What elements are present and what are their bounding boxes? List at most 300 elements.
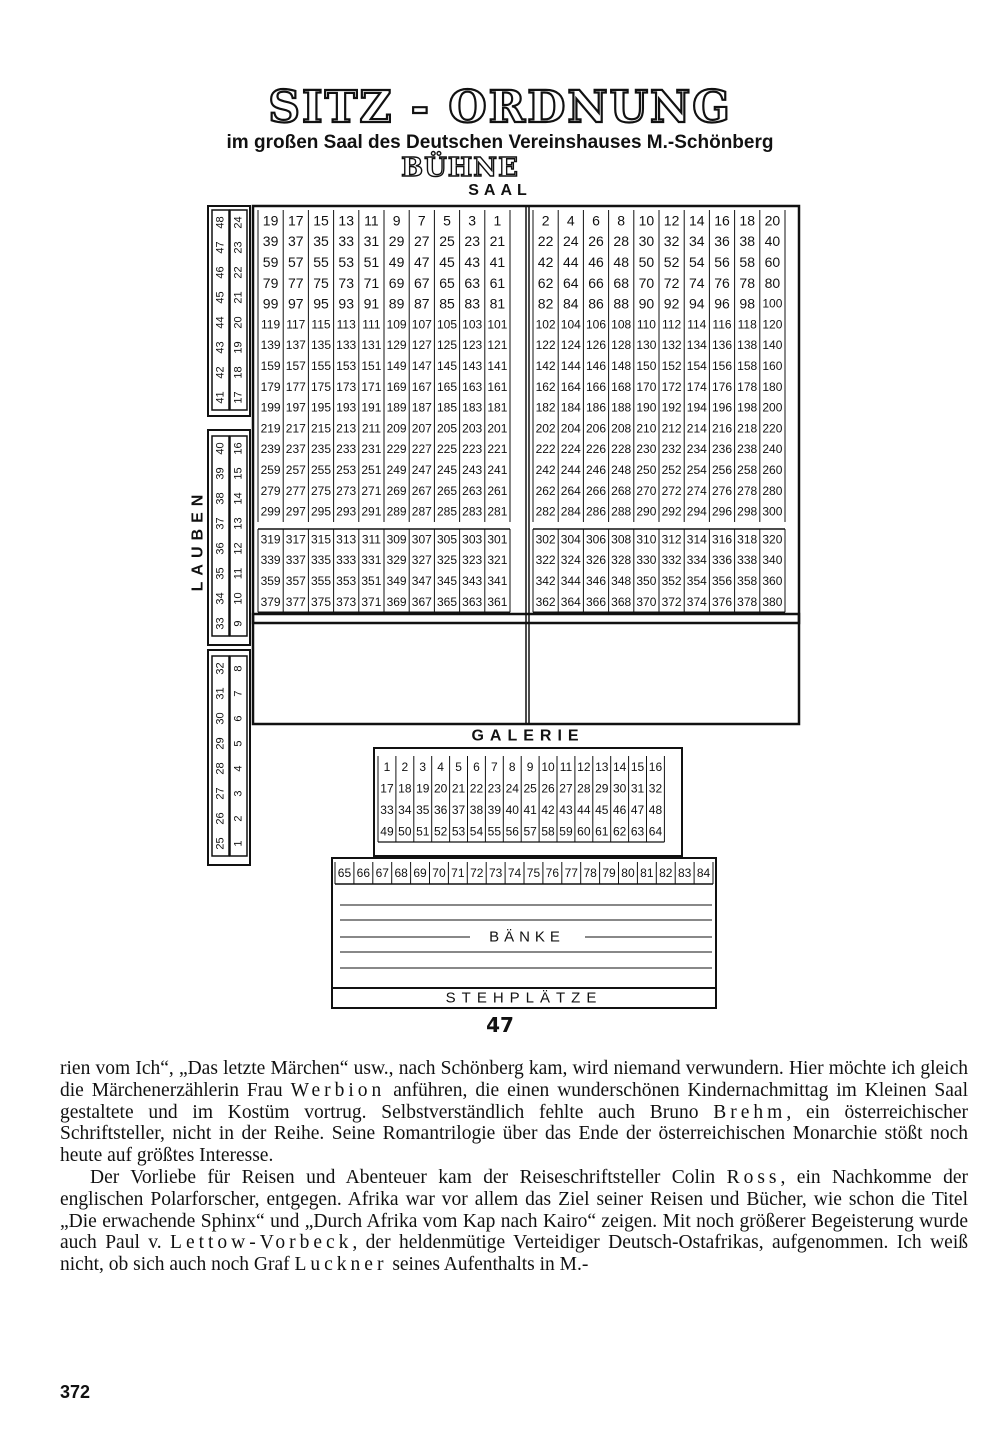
seat-number: 126 bbox=[585, 338, 607, 353]
seat-number: 196 bbox=[711, 400, 733, 415]
seat-number: 220 bbox=[762, 421, 783, 436]
seat-number: 84 bbox=[563, 295, 579, 312]
seat-number: 172 bbox=[661, 379, 682, 394]
seat-number: 124 bbox=[560, 338, 581, 353]
seat-number: 325 bbox=[436, 553, 458, 568]
seat-number: 33 bbox=[338, 233, 354, 250]
galerie-seat: 70 bbox=[432, 866, 446, 880]
seat-number: 294 bbox=[686, 504, 707, 519]
seat-number: 166 bbox=[585, 379, 607, 394]
seat-number: 12 bbox=[663, 212, 680, 229]
seat-number: 20 bbox=[764, 212, 781, 229]
galerie-seat: 60 bbox=[577, 824, 591, 839]
seat-number: 338 bbox=[737, 553, 758, 568]
seat-number: 376 bbox=[711, 594, 733, 609]
seat-number: 110 bbox=[636, 317, 656, 332]
galerie-seat: 12 bbox=[577, 759, 591, 774]
seat-number: 93 bbox=[338, 295, 354, 312]
galerie-seat: 41 bbox=[523, 802, 537, 817]
seat-number: 122 bbox=[535, 338, 556, 353]
seat-number: 316 bbox=[711, 532, 733, 547]
seat-number: 49 bbox=[388, 254, 405, 270]
seat-number: 45 bbox=[439, 254, 455, 270]
seat-number: 135 bbox=[310, 338, 332, 353]
seat-number: 202 bbox=[535, 421, 556, 436]
seat-number: 160 bbox=[762, 359, 783, 373]
seat-number: 17 bbox=[288, 212, 304, 229]
seat-number: 31 bbox=[363, 233, 380, 250]
galerie-seat: 34 bbox=[398, 802, 412, 817]
seat-number: 26 bbox=[588, 233, 604, 250]
seat-number: 236 bbox=[711, 442, 733, 457]
galerie-seat: 47 bbox=[630, 802, 645, 817]
galerie-seat: 67 bbox=[375, 866, 389, 880]
lauben-number: 43 bbox=[214, 341, 227, 354]
seat-number: 27 bbox=[414, 233, 430, 250]
galerie-seat: 65 bbox=[337, 866, 352, 880]
seat-number: 200 bbox=[762, 400, 783, 415]
seat-number: 63 bbox=[464, 274, 480, 291]
galerie-seat: 44 bbox=[577, 802, 591, 817]
lauben-number: 12 bbox=[232, 542, 245, 555]
seat-number: 330 bbox=[636, 553, 657, 568]
lauben-number: 3 bbox=[232, 790, 245, 797]
seat-number: 213 bbox=[336, 421, 357, 436]
text-run: seines Aufenthalts in M.- bbox=[387, 1254, 589, 1276]
seat-number: 167 bbox=[411, 379, 432, 394]
seat-number: 278 bbox=[737, 483, 758, 498]
lauben-label: LAUBEN bbox=[189, 488, 207, 592]
seat-number: 141 bbox=[487, 359, 508, 373]
galerie-seat: 13 bbox=[595, 759, 609, 774]
seat-number: 32 bbox=[663, 233, 680, 250]
seat-number: 257 bbox=[285, 463, 306, 477]
seat-number: 104 bbox=[560, 317, 581, 332]
seat-number: 29 bbox=[388, 233, 405, 250]
seat-number: 229 bbox=[386, 442, 407, 457]
seat-number: 309 bbox=[386, 532, 407, 547]
seat-number: 188 bbox=[611, 400, 632, 415]
seat-number: 311 bbox=[361, 532, 381, 547]
seat-number: 322 bbox=[535, 553, 556, 568]
seat-number: 111 bbox=[362, 317, 381, 332]
seat-number: 62 bbox=[537, 274, 554, 291]
seat-number: 335 bbox=[310, 553, 332, 568]
seat-number: 372 bbox=[661, 594, 682, 609]
seat-number: 155 bbox=[310, 359, 332, 373]
seat-number: 250 bbox=[636, 463, 657, 477]
seat-number: 333 bbox=[336, 553, 357, 568]
seat-number: 112 bbox=[662, 317, 682, 332]
galerie-seat: 17 bbox=[380, 781, 394, 796]
seat-number: 164 bbox=[560, 379, 581, 394]
seat-number: 336 bbox=[711, 553, 733, 568]
seat-number: 15 bbox=[313, 212, 329, 229]
seat-number: 306 bbox=[585, 532, 607, 547]
seat-number: 318 bbox=[737, 532, 758, 547]
seat-number: 243 bbox=[462, 463, 483, 477]
lauben-number: 40 bbox=[214, 442, 227, 455]
galerie-seat: 82 bbox=[659, 866, 673, 880]
seat-number: 379 bbox=[260, 594, 281, 609]
galerie-seat: 76 bbox=[545, 866, 560, 880]
seat-number: 313 bbox=[336, 532, 357, 547]
seat-number: 116 bbox=[712, 317, 732, 332]
seat-number: 206 bbox=[585, 421, 607, 436]
seat-number: 44 bbox=[563, 254, 579, 270]
galerie-seat: 15 bbox=[630, 759, 645, 774]
seat-number: 354 bbox=[686, 574, 707, 588]
seat-number: 370 bbox=[636, 594, 657, 609]
lauben-number: 26 bbox=[214, 812, 227, 825]
seat-number: 203 bbox=[462, 421, 483, 436]
lauben-box bbox=[230, 656, 247, 856]
seat-number: 171 bbox=[361, 379, 382, 394]
seat-number: 142 bbox=[535, 359, 556, 373]
seat-number: 217 bbox=[285, 421, 306, 436]
seat-number: 90 bbox=[638, 295, 655, 312]
seat-number: 362 bbox=[535, 594, 556, 609]
seat-number: 235 bbox=[310, 442, 332, 457]
seat-number: 231 bbox=[361, 442, 382, 457]
seat-number: 371 bbox=[361, 594, 382, 609]
seat-number: 109 bbox=[386, 317, 407, 332]
seat-number: 65 bbox=[439, 274, 455, 291]
galerie-seat: 62 bbox=[612, 824, 627, 839]
seat-number: 43 bbox=[464, 254, 480, 270]
seat-number: 357 bbox=[285, 574, 306, 588]
text-run: anführen, die einen wunderschönen Kindernachmittag im Kleinen Saal gestaltete und im Kostüm vortrug. Selbstverständlich fehlte auch Bruno bbox=[60, 1079, 968, 1123]
seat-number: 177 bbox=[285, 379, 306, 394]
seat-number: 121 bbox=[487, 338, 508, 353]
stage-label: BÜHNE bbox=[401, 153, 519, 183]
seat-number: 260 bbox=[762, 463, 783, 477]
seat-number: 139 bbox=[260, 338, 281, 353]
seat-number: 128 bbox=[611, 338, 632, 353]
lauben-number: 24 bbox=[232, 216, 245, 229]
seat-number: 302 bbox=[535, 532, 556, 547]
galerie-seat: 9 bbox=[526, 759, 534, 774]
seat-number: 9 bbox=[392, 212, 401, 229]
lauben-number: 25 bbox=[214, 837, 227, 850]
seat-number: 219 bbox=[260, 421, 281, 436]
seat-number: 98 bbox=[739, 295, 755, 312]
seat-number: 319 bbox=[260, 532, 281, 547]
seat-number: 369 bbox=[386, 594, 407, 609]
seat-number: 290 bbox=[636, 504, 657, 519]
galerie-seat: 5 bbox=[455, 759, 462, 774]
seat-number: 88 bbox=[613, 295, 629, 312]
seat-number: 83 bbox=[464, 295, 480, 312]
galerie-seat: 6 bbox=[473, 759, 480, 774]
lauben-number: 33 bbox=[214, 617, 227, 630]
galerie-seat: 8 bbox=[508, 759, 516, 774]
seat-number: 96 bbox=[714, 295, 730, 312]
seat-number: 61 bbox=[489, 274, 506, 291]
galerie-seat: 59 bbox=[559, 824, 573, 839]
seat-number: 178 bbox=[737, 379, 758, 394]
seat-number: 304 bbox=[560, 532, 581, 547]
lauben-number: 46 bbox=[214, 266, 227, 279]
seat-number: 129 bbox=[386, 338, 407, 353]
seat-number: 118 bbox=[737, 317, 757, 332]
seat-number: 92 bbox=[663, 295, 680, 312]
seat-number: 53 bbox=[338, 254, 354, 270]
galerie-seat: 56 bbox=[505, 824, 519, 839]
seat-number: 185 bbox=[436, 400, 458, 415]
galerie-seat: 21 bbox=[451, 781, 466, 796]
body-text bbox=[60, 1058, 968, 1276]
seat-number: 58 bbox=[739, 254, 755, 270]
seat-number: 107 bbox=[411, 317, 432, 332]
seat-number: 265 bbox=[436, 483, 458, 498]
seat-number: 266 bbox=[585, 483, 607, 498]
seat-number: 85 bbox=[439, 295, 455, 312]
seat-number: 345 bbox=[436, 574, 458, 588]
seat-number: 214 bbox=[686, 421, 707, 436]
seat-number: 331 bbox=[361, 553, 382, 568]
seat-number: 97 bbox=[288, 295, 304, 312]
seat-number: 285 bbox=[436, 504, 458, 519]
galerie-seat: 66 bbox=[356, 866, 371, 880]
seat-number: 76 bbox=[714, 274, 730, 291]
seat-number: 66 bbox=[588, 274, 604, 291]
seat-number: 252 bbox=[661, 463, 682, 477]
seat-number: 380 bbox=[762, 594, 783, 609]
seat-number: 286 bbox=[585, 504, 607, 519]
lauben-number: 42 bbox=[214, 366, 227, 379]
galerie-seat: 10 bbox=[541, 759, 555, 774]
seat-number: 292 bbox=[661, 504, 682, 519]
galerie-seat: 79 bbox=[602, 866, 616, 880]
seat-number: 130 bbox=[636, 338, 657, 353]
seat-number: 249 bbox=[386, 463, 407, 477]
seat-number: 42 bbox=[537, 254, 554, 270]
seat-number: 168 bbox=[611, 379, 632, 394]
lauben-number: 18 bbox=[232, 366, 245, 379]
seat-number: 187 bbox=[411, 400, 432, 415]
lauben-number: 47 bbox=[214, 241, 227, 254]
seat-number: 221 bbox=[487, 442, 508, 457]
seat-number: 234 bbox=[686, 442, 707, 457]
seat-number: 161 bbox=[487, 379, 508, 394]
seat-number: 50 bbox=[638, 254, 655, 270]
lauben-number: 9 bbox=[232, 620, 245, 627]
seat-number: 208 bbox=[611, 421, 632, 436]
lauben-number: 8 bbox=[232, 665, 245, 672]
seat-number: 86 bbox=[588, 295, 604, 312]
seat-number: 359 bbox=[260, 574, 281, 588]
seat-number: 81 bbox=[489, 295, 506, 312]
stehplatze-label: STEHPLÄTZE bbox=[445, 989, 603, 1007]
spaced-name: Lettow-Vorbeck bbox=[170, 1232, 353, 1254]
seat-number: 147 bbox=[411, 359, 432, 373]
seat-number: 179 bbox=[260, 379, 281, 394]
seat-number: 140 bbox=[762, 338, 783, 353]
seat-number: 326 bbox=[585, 553, 607, 568]
seat-number: 60 bbox=[764, 254, 781, 270]
seat-number: 163 bbox=[462, 379, 483, 394]
galerie-seat: 14 bbox=[612, 759, 627, 774]
galerie-seat: 71 bbox=[451, 866, 465, 880]
lauben-number: 20 bbox=[232, 316, 245, 329]
seat-number: 356 bbox=[711, 574, 733, 588]
seat-number: 340 bbox=[762, 553, 783, 568]
galerie-seat: 16 bbox=[648, 759, 663, 774]
seat-number: 360 bbox=[762, 574, 783, 588]
seat-number: 320 bbox=[762, 532, 783, 547]
seat-number: 67 bbox=[414, 274, 430, 291]
seat-number: 71 bbox=[363, 274, 380, 291]
seat-number: 224 bbox=[560, 442, 581, 457]
seat-number: 212 bbox=[661, 421, 682, 436]
seat-number: 368 bbox=[611, 594, 632, 609]
seat-number: 19 bbox=[262, 212, 279, 229]
seat-number: 271 bbox=[361, 483, 382, 498]
seat-number: 5 bbox=[443, 212, 451, 229]
seat-number: 312 bbox=[661, 532, 682, 547]
lauben-number: 41 bbox=[214, 391, 227, 404]
seat-number: 162 bbox=[535, 379, 556, 394]
seat-number: 238 bbox=[737, 442, 758, 457]
seat-number: 150 bbox=[636, 359, 657, 373]
seat-number: 293 bbox=[336, 504, 357, 519]
seat-number: 34 bbox=[689, 233, 705, 250]
seat-number: 259 bbox=[260, 463, 281, 477]
seat-number: 197 bbox=[285, 400, 306, 415]
seat-number: 352 bbox=[661, 574, 682, 588]
text-run: Der Vorliebe für Reisen und Abenteuer kam der Reiseschriftsteller Colin bbox=[90, 1166, 727, 1188]
lauben-number: 32 bbox=[214, 662, 227, 675]
seat-number: 323 bbox=[462, 553, 483, 568]
galerie-seat: 2 bbox=[401, 759, 409, 774]
seat-number: 148 bbox=[611, 359, 632, 373]
lauben-box bbox=[212, 210, 229, 410]
seat-number: 170 bbox=[636, 379, 657, 394]
seat-number: 158 bbox=[737, 359, 758, 373]
seat-number: 138 bbox=[737, 338, 758, 353]
seat-number: 154 bbox=[686, 359, 707, 373]
spaced-name: Luckner bbox=[294, 1254, 388, 1276]
seat-number: 305 bbox=[436, 532, 458, 547]
seat-number: 230 bbox=[636, 442, 657, 457]
seat-number: 353 bbox=[336, 574, 357, 588]
seat-number: 40 bbox=[764, 233, 781, 250]
lauben-number: 13 bbox=[232, 517, 245, 530]
seat-number: 191 bbox=[361, 400, 382, 415]
seat-number: 28 bbox=[613, 233, 629, 250]
seat-number: 115 bbox=[311, 317, 331, 332]
seat-number: 374 bbox=[686, 594, 707, 609]
seat-number: 349 bbox=[386, 574, 407, 588]
seat-number: 301 bbox=[487, 532, 508, 547]
seat-number: 284 bbox=[560, 504, 581, 519]
galerie-seat: 19 bbox=[416, 781, 430, 796]
seat-number: 268 bbox=[611, 483, 632, 498]
seat-number: 73 bbox=[338, 274, 354, 291]
lauben-number: 44 bbox=[214, 316, 227, 329]
lauben-number: 14 bbox=[232, 492, 245, 505]
lauben-number: 22 bbox=[232, 266, 245, 279]
galerie-seat: 24 bbox=[505, 781, 519, 796]
lauben-number: 7 bbox=[232, 690, 245, 697]
seat-number: 41 bbox=[489, 254, 506, 270]
seat-number: 101 bbox=[487, 317, 508, 332]
seat-number: 240 bbox=[762, 442, 783, 457]
seat-number: 289 bbox=[386, 504, 407, 519]
seat-number: 342 bbox=[535, 574, 556, 588]
seat-number: 269 bbox=[386, 483, 407, 498]
seat-number: 226 bbox=[585, 442, 607, 457]
seat-number: 56 bbox=[714, 254, 730, 270]
lauben-number: 6 bbox=[232, 715, 245, 722]
seat-number: 108 bbox=[611, 317, 632, 332]
seat-number: 241 bbox=[487, 463, 508, 477]
lauben-number: 1 bbox=[232, 840, 245, 847]
seat-number: 324 bbox=[560, 553, 581, 568]
galerie-seat: 78 bbox=[583, 866, 597, 880]
seat-number: 346 bbox=[585, 574, 607, 588]
seat-number: 348 bbox=[611, 574, 632, 588]
seat-number: 190 bbox=[636, 400, 657, 415]
galerie-seat: 29 bbox=[595, 781, 609, 796]
seat-number: 201 bbox=[487, 421, 508, 436]
seat-number: 329 bbox=[386, 553, 407, 568]
seat-number: 2 bbox=[541, 212, 550, 229]
galerie-seat: 28 bbox=[577, 781, 591, 796]
seat-number: 47 bbox=[414, 254, 430, 270]
galerie-seat: 38 bbox=[469, 802, 484, 817]
lauben-number: 36 bbox=[214, 542, 227, 555]
seat-number: 156 bbox=[711, 359, 733, 373]
seat-number: 173 bbox=[336, 379, 357, 394]
galerie-seat: 11 bbox=[559, 759, 573, 774]
lauben-number: 5 bbox=[232, 740, 245, 747]
seat-number: 21 bbox=[489, 233, 506, 250]
galerie-seat: 83 bbox=[677, 866, 692, 880]
text-run: , der heldenmütige Verteidiger Deutsch-Ostafrikas, aufgenommen. Ich weiß nicht, ob sich auch noch Graf bbox=[60, 1232, 968, 1276]
seat-number: 55 bbox=[313, 254, 329, 270]
seat-number: 256 bbox=[711, 463, 733, 477]
seat-number: 106 bbox=[585, 317, 607, 332]
seat-number: 36 bbox=[714, 233, 730, 250]
seat-number: 145 bbox=[436, 359, 458, 373]
seat-number: 225 bbox=[436, 442, 458, 457]
seat-number: 275 bbox=[310, 483, 332, 498]
seat-number: 193 bbox=[336, 400, 357, 415]
saal-label: SAAL bbox=[468, 182, 532, 199]
seat-number: 113 bbox=[336, 317, 356, 332]
seat-number: 59 bbox=[262, 254, 279, 270]
seat-number: 232 bbox=[661, 442, 682, 457]
galerie-seat: 57 bbox=[523, 824, 537, 839]
seat-number: 223 bbox=[462, 442, 483, 457]
seat-number: 246 bbox=[585, 463, 607, 477]
seat-number: 327 bbox=[411, 553, 432, 568]
galerie-seat: 30 bbox=[612, 781, 627, 796]
plan-title: SITZ - ORDNUNG bbox=[268, 82, 732, 133]
seat-number: 74 bbox=[689, 274, 705, 291]
lauben-number: 37 bbox=[214, 517, 227, 530]
seat-number: 366 bbox=[585, 594, 607, 609]
plan-subtitle: im großen Saal des Deutschen Vereinshauses M.-Schönberg bbox=[226, 132, 774, 153]
lauben-box bbox=[212, 436, 229, 636]
seat-number: 175 bbox=[310, 379, 332, 394]
seat-number: 244 bbox=[560, 463, 581, 477]
seat-number: 79 bbox=[262, 274, 279, 291]
seat-number: 35 bbox=[313, 233, 329, 250]
seat-number: 103 bbox=[462, 317, 483, 332]
